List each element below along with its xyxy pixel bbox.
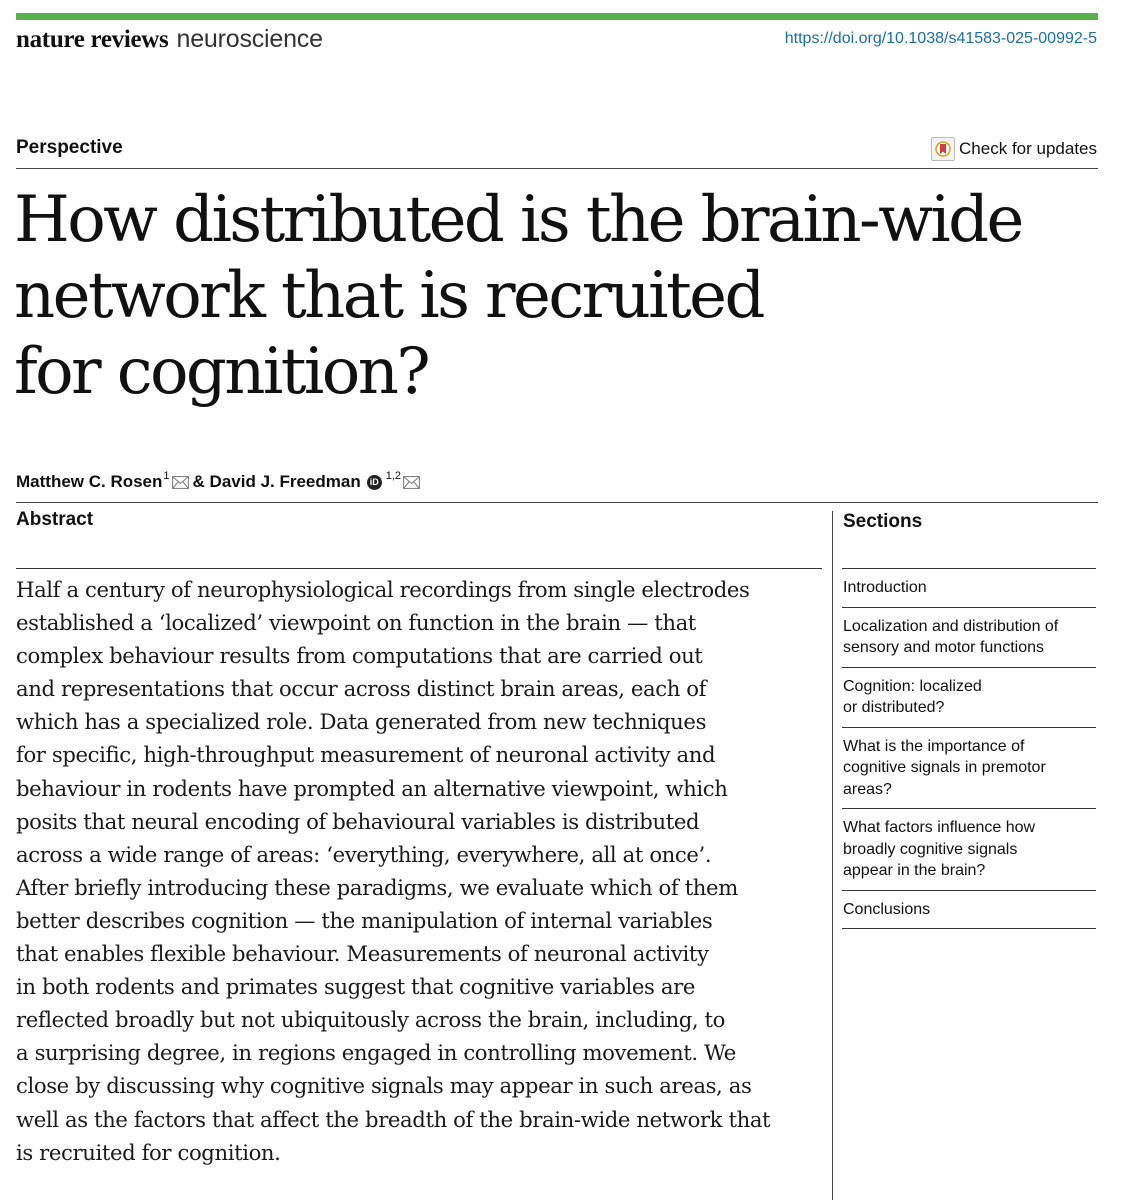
sections-nav <box>842 568 1096 929</box>
section-link-label: Introduction <box>843 579 927 596</box>
author-list <box>16 472 424 492</box>
article-type: Perspective <box>16 137 123 158</box>
section-link-label: Localization and distribution of <box>843 617 1059 635</box>
doi-link[interactable]: https://doi.org/10.1038/s41583-025-00992-5 <box>784 30 1097 47</box>
abstract-heading: Abstract <box>16 509 94 530</box>
section-link-localization[interactable] <box>842 608 1096 668</box>
abstract-line: After briefly introducing these paradigms, we evaluate which of them <box>16 874 738 900</box>
abstract-line: Half a century of neurophysiological recordings from single electrodes <box>16 577 750 602</box>
section-link-label: or distributed? <box>843 699 945 716</box>
abstract-line: complex behaviour results from computations that are carried out <box>16 643 703 669</box>
section-link-introduction[interactable] <box>842 569 1096 608</box>
title-line: How distributed is the brain-wide <box>14 183 1022 257</box>
journal-name-bold: nature reviews <box>16 26 169 53</box>
abstract-line: behaviour in rodents have prompted an alternative viewpoint, which <box>16 775 728 801</box>
sections-heading: Sections <box>843 511 923 532</box>
author-separator: & <box>192 472 205 491</box>
title-line: network that is recruited <box>14 259 763 333</box>
section-link-label: sensory and motor functions <box>843 639 1044 656</box>
section-link-label: areas? <box>843 780 892 798</box>
abstract-line: reflected broadly but not ubiquitously across the brain, including, to <box>16 1007 726 1033</box>
section-link-label: Conclusions <box>843 900 931 918</box>
journal-accent-bar <box>16 13 1098 20</box>
abstract-line: that enables flexible behaviour. Measurements of neuronal activity <box>16 941 709 967</box>
email-icon[interactable] <box>403 476 420 489</box>
check-for-updates-button[interactable] <box>931 137 1097 161</box>
abstract-line: posits that neural encoding of behavioural variables is distributed <box>16 808 700 834</box>
check-for-updates-label: Check for updates <box>959 139 1097 158</box>
article-title <box>14 182 1074 410</box>
header-divider <box>16 168 1098 169</box>
abstract-line: is recruited for cognition. <box>16 1139 281 1165</box>
abstract-line: a surprising degree, in regions engaged in controlling movement. We <box>16 1040 736 1066</box>
journal-name-light: neuroscience <box>176 25 323 53</box>
orcid-icon[interactable]: iD <box>367 475 382 490</box>
abstract-line: established a ‘localized’ viewpoint on function in the brain — that <box>16 610 696 636</box>
section-link-label: Cognition: localized <box>843 677 982 695</box>
section-link-cognition[interactable] <box>842 668 1096 728</box>
abstract-text <box>16 573 831 1169</box>
abstract-line: better describes cognition — the manipulation of internal variables <box>16 907 713 933</box>
section-link-label: What factors influence how <box>843 819 1036 836</box>
section-link-label: cognitive signals in premotor <box>843 759 1046 776</box>
abstract-line: and representations that occur across distinct brain areas, each of <box>16 676 707 702</box>
abstract-line: in both rodents and primates suggest that cognitive variables are <box>16 974 695 1000</box>
abstract-divider <box>16 568 822 569</box>
section-link-conclusions[interactable] <box>842 891 1096 930</box>
author-name[interactable]: Matthew C. Rosen <box>16 472 163 491</box>
section-link-label: What is the importance of <box>843 737 1025 755</box>
crossmark-icon <box>931 137 955 161</box>
column-divider <box>832 511 833 1200</box>
abstract-line: for specific, high-throughput measurement of neuronal activity and <box>16 742 716 768</box>
email-icon[interactable] <box>172 476 189 489</box>
author-affiliation: 1,2 <box>385 470 402 482</box>
authors-divider <box>16 502 1098 503</box>
title-line: for cognition? <box>14 335 429 409</box>
author-affiliation: 1 <box>163 470 170 482</box>
journal-logo[interactable] <box>16 25 323 55</box>
section-link-factors[interactable] <box>842 809 1096 891</box>
abstract-line: well as the factors that affect the breadth of the brain-wide network that <box>16 1106 771 1132</box>
abstract-line: across a wide range of areas: ‘everything, everywhere, all at once’. <box>16 841 712 867</box>
section-link-label: appear in the brain? <box>843 862 986 879</box>
section-link-label: broadly cognitive signals <box>843 840 1018 858</box>
author-name[interactable]: David J. Freedman <box>209 472 361 491</box>
abstract-line: close by discussing why cognitive signals may appear in such areas, as <box>16 1073 752 1099</box>
section-link-premotor[interactable] <box>842 728 1096 810</box>
abstract-line: which has a specialized role. Data generated from new techniques <box>16 709 707 735</box>
